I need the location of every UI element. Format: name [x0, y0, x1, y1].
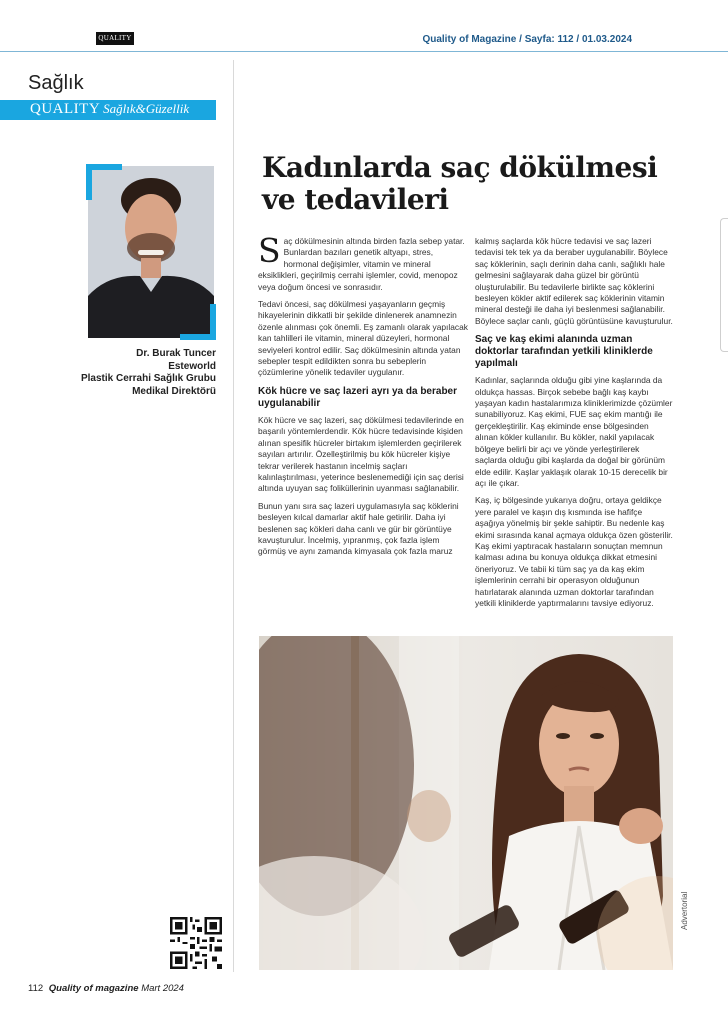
- page-footer: [28, 983, 184, 994]
- article-paragraph: Bunun yanı sıra saç lazeri uygulamasıyla saç köklerini besleyen kılcal damarlar aktif hale getirilir. Daha iyi beslenen saç kökleri daha canlı ve gür bir görüntüye kavuşturulur. İncelmiş, yıpranmış, çok fazla işlem görmüş ve aynı zamanda kimyasala çok fazla maruz: [258, 500, 459, 557]
- article-headline: Kadınlarda saç dökülmesi ve tedavileri: [262, 151, 658, 216]
- magazine-logo: QUALITY: [96, 32, 134, 45]
- column-divider: [233, 60, 234, 972]
- footer-magazine: Quality of magazine: [48, 983, 139, 994]
- category-label: [30, 101, 189, 118]
- advertorial-label: Advertorial: [680, 891, 689, 930]
- article-column-1: [258, 231, 468, 564]
- author-name: Dr. Burak Tuncer: [136, 348, 216, 359]
- page-reference: Quality of Magazine / Sayfa: 112 / 01.03.2024: [422, 34, 632, 45]
- section-title: Sağlık: [28, 72, 84, 94]
- page-edge-tab: [720, 218, 728, 352]
- page-number: 112: [28, 983, 44, 994]
- article-paragraph: Kök hücre ve saç lazeri, saç dökülmesi tedavilerinde en başarılı yöntemlerdendir. Kök hücre tedavisinde kişiden alınan spesifik hücreler birtakım işlemlerden geçirilerek sayıları artırılır. Özelleştirilmiş bu kök hücreler kişiye tekrar verilerek hastanın incelmiş saçları kalınlaştırılması, yeterince beslenemediği için saç derisi altında uyuyan saç foliküllerinin uyanması sağlanabilir.: [258, 414, 464, 494]
- author-org: Esteworld: [168, 360, 216, 372]
- qr-code[interactable]: [170, 917, 222, 969]
- author-portrait: [88, 166, 214, 338]
- article-paragraph: Tedavi öncesi, saç dökülmesi yaşayanların geçmiş hikayelerinin dikkatli bir şekilde dinlenerek anamnezin özenle alınması çok önemli. Eş zamanlı olarak yapılacak kan tahlilleri ile vitamin, mineral düzeyleri, hormonal seviyeleri kontrol edilir. Saç dökülmesinin altında yatan sebepler tespit edildikten sonra bu sebeplerin çözümlerine yönelik tedaviler uygulanır.: [258, 299, 468, 378]
- category-sub: Sağlık&Güzellik: [103, 101, 190, 116]
- article-paragraph: Saç dökülmesinin altında birden fazla sebep yatar. Bunlardan bazıları genetik altyapı, stres, hormonal değişimler, vitamin ve mineral eksiklikleri, geçirilmiş cerrahi işlemler, covid, menopoz veya doğum öncesi ve sonrasıdır.: [258, 231, 465, 292]
- top-bar: [0, 0, 728, 52]
- photo-frame-corner: [86, 164, 92, 200]
- article-column-2: [475, 236, 673, 615]
- drop-cap: S: [258, 231, 281, 270]
- header-divider: [0, 51, 728, 52]
- article-paragraph: Kaş, iç bölgesinde yukarıya doğru, ortaya geldikçe yere paralel ve kaşın dış kısmında ise hafifçe aşağıya yönelmiş bir şekle sahiptir. Bu nedenle kaş ekimi sırasında kanal açmaya oldukça özen gösterilir. Kaş ekimi yaptıracak hastaların sonuçtan memnun kalması adına bu konuya oldukça dikkat etmesini öneriyoruz. Ve tabii ki tüm saç ya da kaş ekim işlemlerinin cerrahi bir operasyon olduğunun hatırlatarak alanında uzman doktorlar tarafından yetkili kliniklerde yaptırmalarını tavsiye ediyoruz.: [475, 495, 673, 608]
- author-block: [28, 348, 216, 398]
- author-role: Medikal Direktörü: [132, 385, 216, 397]
- hero-photo: [259, 636, 673, 970]
- article-paragraph: Kadınlar, saçlarında olduğu gibi yine kaşlarında da oldukça hassas. Birçok sebebe bağlı kaş kaybı yaşayan kadın hastalarımıza kliniklerimizde çözümler sunabiliyoruz. Kaş ekimi, FUE saç ekim mantığı ile gerçekleştirilir. Kaş ekiminde ense bölgesinden alınan kökler kullanılır. Bu kökler, nakil yapılacak bölgeye belirli bir açı ve yönde yerleştirilerek saçlarda olduğu gibi kaşlarda da doğal bir görünüm elde edilir. Kaşlar yaklaşık olarak 10-15 derecelik bir açı ile çıkar.: [475, 375, 673, 488]
- photo-frame-corner: [210, 304, 216, 340]
- category-brand: QUALITY: [30, 101, 101, 117]
- article-subheading: Saç ve kaş ekimi alanında uzman doktorlar tarafından yetkili kliniklerde yapılmalı: [475, 334, 653, 370]
- author-dept: Plastik Cerrahi Sağlık Grubu: [80, 373, 216, 384]
- footer-date: Mart 2024: [141, 983, 184, 994]
- article-paragraph: kalmış saçlarda kök hücre tedavisi ve saç lazeri tedavisi tek tek ya da beraber uygulanabilir. Böylece saç köklerinin, saçlı derinin daha canlı, sağlıklı hale gelmesini sağlayarak daha güzel bir görüntü oluşturulabilir. Bu tedavilerle birlikte saç köklerini besleyen kökler aktif edilerek saç köklerinin vitamin mineral desteği ile daha iyi beslenmesi sağlanabilir. Böylece saçlar canlı, güçlü görüntüsüne kavuşturulur.: [475, 236, 673, 326]
- article-subheading: Kök hücre ve saç lazeri ayrı ya da beraber uygulanabilir: [258, 385, 457, 409]
